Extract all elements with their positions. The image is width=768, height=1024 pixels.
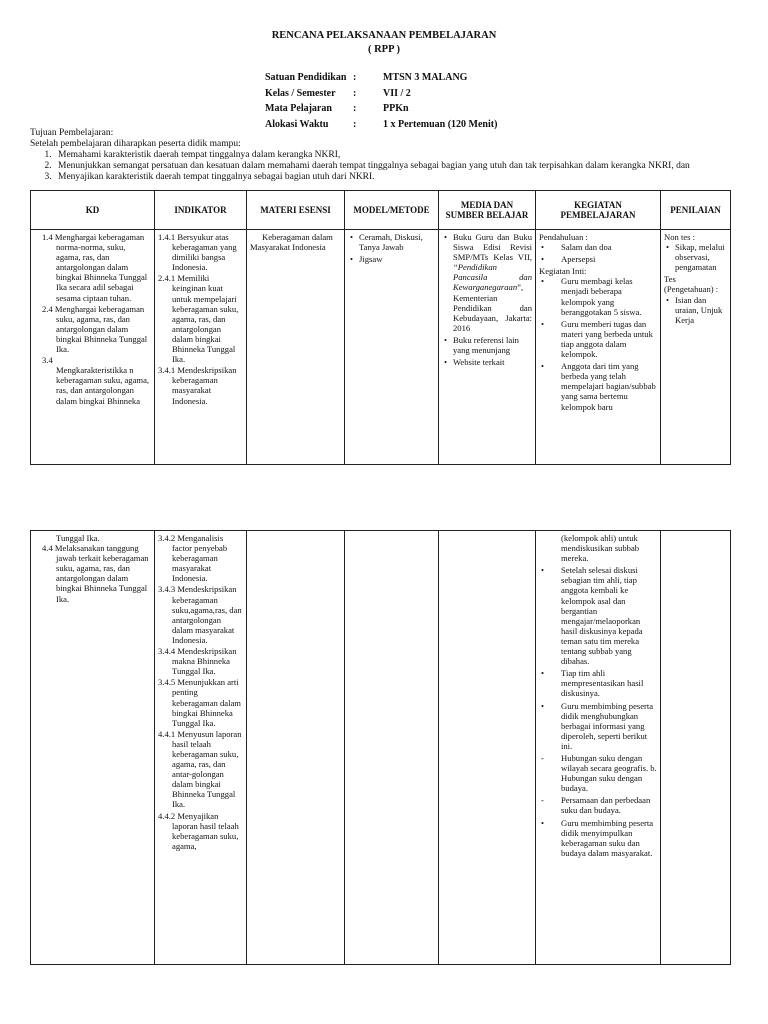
tujuan-item: 2. Menunjukkan semangat persatuan dan kesatuan dalam memahami daerah tempat tinggalnya sebagai bagian yang utuh dan tak terpisahkan dalam kerangka NKRI, dan xyxy=(54,161,690,172)
penilaian-nontes-label: Non tes : xyxy=(664,232,696,242)
meta-row-mapel xyxy=(265,103,565,119)
cell-kd xyxy=(31,230,155,465)
model-item: • Jigsaw xyxy=(348,254,435,264)
indikator-item: 2.4.1 Memiliki keinginan kuat untuk mempelajari keberagaman suku, agama, ras, dan antargolongan dalam bingkai Bhinneka Tunggal Ika. xyxy=(158,273,239,365)
table-row xyxy=(31,230,731,465)
meta-label: Mata Pelajaran xyxy=(265,103,332,114)
media-text: ”, Kementerian Pendidikan dan Kebudayaan, Jakarta: 2016 xyxy=(453,282,532,333)
rpp-table-page-1 xyxy=(30,190,731,465)
document-subtitle: ( RPP ) xyxy=(367,44,401,55)
kegiatan-item: • Guru membimbing peserta didik menyimpulkan keberagaman suku dan budaya dalam masyarakat. xyxy=(539,818,657,858)
meta-value: VII / 2 xyxy=(383,87,411,99)
meta-colon: : xyxy=(353,72,357,83)
kegiatan-item: • Anggota dari tim yang berbeda yang telah mempelajari bagian/subbab yang sama bertemu kelompok baru xyxy=(539,361,657,411)
table-header-row xyxy=(31,191,731,230)
meta-label: Kelas / Semester xyxy=(265,87,336,99)
kegiatan-inti-label: Kegiatan Inti: xyxy=(539,266,587,277)
tujuan-intro: Setelah pembelajaran diharapkan peserta didik mampu: xyxy=(30,139,241,149)
materi-text: Keberagaman dalam Masyarakat Indonesia xyxy=(250,232,333,253)
header-model: MODEL/METODE xyxy=(345,191,439,230)
header-kd: KD xyxy=(31,191,155,230)
kd-item: 1.4 Menghargai keberagaman norma-norma, suku, agama, ras, dan antargolongan dalam bingkai Bhinneka Tunggal Ika secara adil sebagai sesama ciptaan tuhan. xyxy=(42,232,148,303)
header-kegiatan: KEGIATAN PEMBELAJARAN xyxy=(536,191,661,230)
media-item: • Website terkait xyxy=(442,357,532,367)
cell-indikator xyxy=(155,531,247,965)
meta-value: 1 x Pertemuan (120 Menit) xyxy=(383,118,498,130)
cell-penilaian xyxy=(661,230,731,465)
tujuan-list xyxy=(30,150,690,183)
indikator-item: 3.4.5 Menunjukkan arti penting keberagaman dalam bingkai Bhinneka Tunggal Ika. xyxy=(158,677,241,728)
cell-kegiatan xyxy=(536,531,661,965)
penilaian-tes-label: Tes (Pengetahuan) : xyxy=(664,274,719,295)
meta-colon: : xyxy=(353,118,357,130)
media-text: Buku Guru dan Buku Siswa Edisi Revisi SMP/MTs Kelas VII, xyxy=(453,232,532,263)
meta-block xyxy=(265,72,565,134)
kegiatan-item: • Salam dan doa xyxy=(539,242,657,252)
meta-value: MTSN 3 MALANG xyxy=(383,72,468,83)
kegiatan-pendahuluan-label: Pendahuluan : xyxy=(539,232,588,242)
kd-item: Tunggal Ika. xyxy=(56,533,100,543)
header-media: MEDIA DAN SUMBER BELAJAR xyxy=(439,191,536,230)
kegiatan-item: - Hubungan suku dengan wilayah secara geografis. b. Hubungan suku dengan budaya. xyxy=(539,753,657,793)
header-materi: MATERI ESENSI xyxy=(247,191,345,230)
cell-penilaian xyxy=(661,531,731,965)
cell-indikator xyxy=(155,230,247,465)
cell-materi xyxy=(247,230,345,465)
cell-materi xyxy=(247,531,345,965)
kegiatan-item: • Guru membimbing peserta didik menghubungkan berbagai informasi yang diperoleh, seperti berikut ini. xyxy=(539,701,657,751)
indikator-item: 3.4.4 Mendeskripsikan makna Bhinneka Tunggal Ika. xyxy=(158,646,237,677)
kegiatan-item: - Persamaan dan perbedaan suku dan budaya. xyxy=(539,795,657,815)
cell-model xyxy=(345,230,439,465)
indikator-item: 1.4.1 Bersyukur atas keberagaman yang dimiliki bangsa Indonesia. xyxy=(158,232,237,273)
kegiatan-item: (kelompok ahli) untuk mendiskusikan subbab mereka. xyxy=(561,533,640,564)
cell-kd xyxy=(31,531,155,965)
kd-number: 3.4 xyxy=(42,355,53,366)
meta-row-kelas xyxy=(265,88,565,104)
header-penilaian: PENILAIAN xyxy=(661,191,731,230)
meta-colon: : xyxy=(353,103,357,114)
meta-row-satuan xyxy=(265,72,565,88)
penilaian-nontes: • Sikap, melalui observasi, pengamatan xyxy=(664,242,727,272)
tujuan-item: 1. Memahami karakteristik daerah tempat tinggalnya dalam kerangka NKRI, xyxy=(54,150,690,161)
header-indikator: INDIKATOR xyxy=(155,191,247,230)
indikator-item: 3.4.1 Mendeskripsikan keberagaman masyarakat Indonesia. xyxy=(158,365,237,406)
media-item xyxy=(442,232,532,333)
meta-value: PPKn xyxy=(383,103,409,114)
cell-kegiatan xyxy=(536,230,661,465)
tujuan-heading: Tujuan Pembelajaran: xyxy=(30,128,114,138)
model-item: • Ceramah, Diskusi, Tanya Jawab xyxy=(348,232,435,252)
tujuan-section xyxy=(30,128,690,183)
indikator-item: 3.4.2 Menganalisis factor penyebab keberagaman masyarakat Indonesia. xyxy=(158,533,228,584)
meta-label: Alokasi Waktu xyxy=(265,118,329,130)
cell-media xyxy=(439,230,536,465)
kegiatan-item: • Guru membagi kelas menjadi beberapa kelompok yang beranggotakan 5 siswa. xyxy=(539,276,657,316)
kegiatan-item: • Guru memberi tugas dan materi yang berbeda untuk tiap anggota dalam kelompok. xyxy=(539,319,657,359)
kd-item: 4.4 Melaksanakan tanggung jawab terkait keberagaman suku, agama, ras, dan antargolongan dalam bingkai Bhinneka Tunggal Ika. xyxy=(42,543,149,604)
kegiatan-item: • Setelah selesai diskusi sebagian tim ahli, tiap anggota kembali ke kelompok asal dan bergantian mengajar/melaoporkan hasil diskusinya kepada teman satu tim mereka tentang subbab yang dibahas. xyxy=(539,565,657,666)
document-title: RENCANA PELAKSANAAN PEMBELAJARAN xyxy=(271,30,497,41)
tujuan-item: 3. Menyajikan karakteristik daerah tempat tinggalnya sebagai bagian utuh dari NKRI. xyxy=(54,172,690,183)
indikator-item: 4.4.1 Menyusun laporan hasil telaah keberagaman suku, agama, ras, dan antar-golongan dalam bingkai Bhinneka Tunggal Ika. xyxy=(158,728,242,810)
cell-model xyxy=(345,531,439,965)
meta-colon: : xyxy=(353,87,357,99)
media-item: • Buku referensi lain yang menunjang xyxy=(442,335,532,355)
table-row xyxy=(31,531,731,965)
kegiatan-item: • Apersepsi xyxy=(539,254,657,264)
rpp-table-page-2 xyxy=(30,530,731,965)
cell-media xyxy=(439,531,536,965)
indikator-item: 3.4.3 Mendeskripsikan keberagaman suku,agama,ras, dan antargolongan dalam masyarakat Indonesia. xyxy=(158,584,242,645)
penilaian-tes: • Isian dan uraian, Unjuk Kerja xyxy=(664,295,727,325)
kd-item: Mengkarakteristikka n keberagaman suku, agama, ras, dan antargolongan dalam bingkai Bhinneka xyxy=(56,365,150,406)
media-title-italic: “Pendidikan Pancasila dan Kewarganegaraan xyxy=(453,262,532,293)
kegiatan-item: • Tiap tim ahli mempresentasikan hasil diskusinya. xyxy=(539,668,657,698)
kd-item: 2.4 Menghargai keberagaman suku, agama, ras, dan antargolongan dalam bingkai Bhinneka Tunggal Ika. xyxy=(42,303,148,355)
meta-label: Satuan Pendidikan xyxy=(265,72,347,83)
indikator-item: 4.4.2 Menyajikan laporan hasil telaah keberagaman suku, agama, xyxy=(158,810,239,851)
